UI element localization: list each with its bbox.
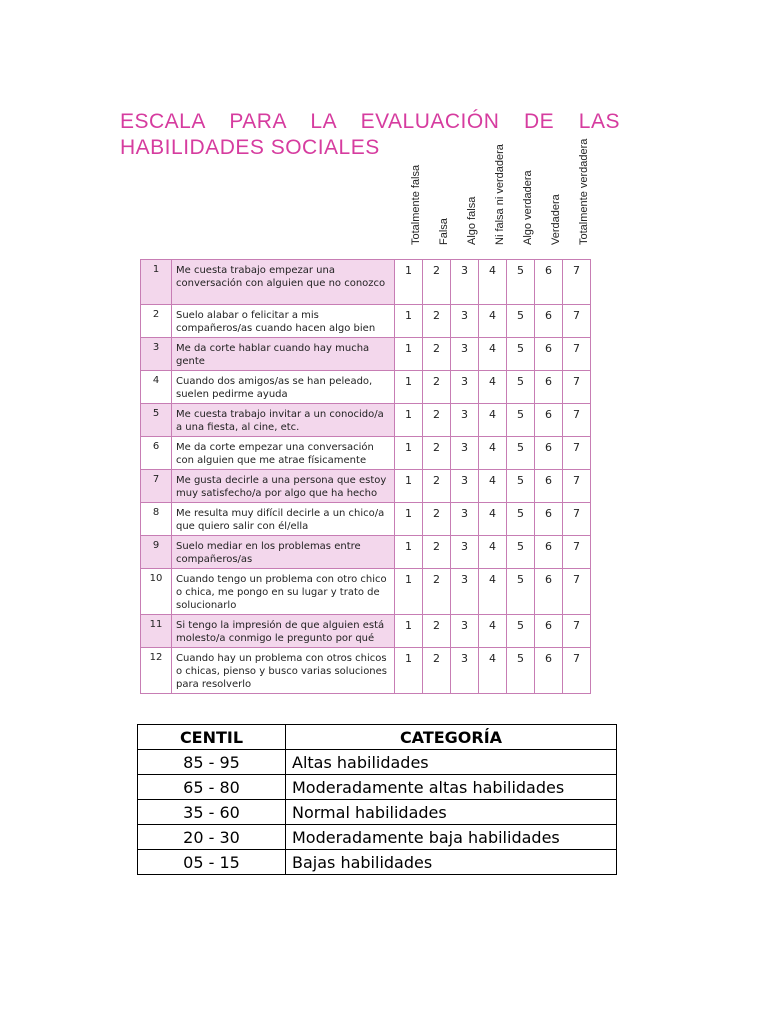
- scale-value: 5: [507, 536, 535, 569]
- scale-value: 7: [563, 437, 591, 470]
- scale-value: 4: [479, 305, 507, 338]
- scale-value: 1: [395, 404, 423, 437]
- scale-value: 2: [423, 404, 451, 437]
- scale-value: 3: [451, 338, 479, 371]
- scale-value: 4: [479, 470, 507, 503]
- item-text: Me cuesta trabajo invitar a un conocido/a a una fiesta, al cine, etc.: [172, 404, 395, 437]
- scale-value: 5: [507, 371, 535, 404]
- scale-value: 7: [563, 503, 591, 536]
- scale-header: Algo verdadera: [522, 170, 534, 245]
- item-number: 4: [141, 371, 172, 404]
- scale-value: 2: [423, 503, 451, 536]
- scale-value: 1: [395, 536, 423, 569]
- scale-value: 2: [423, 371, 451, 404]
- table-row: [141, 404, 591, 437]
- scale-value: 1: [395, 470, 423, 503]
- scale-value: 7: [563, 338, 591, 371]
- item-number: 12: [141, 648, 172, 694]
- item-text: Suelo alabar o felicitar a mis compañeros/as cuando hacen algo bien: [172, 305, 395, 338]
- scale-value: 4: [479, 338, 507, 371]
- page-subtitle: HABILIDADES SOCIALES: [120, 136, 380, 159]
- categoria-cell: Bajas habilidades: [286, 850, 617, 875]
- scale-value: 6: [535, 470, 563, 503]
- table-row: [141, 371, 591, 404]
- centil-header: CENTIL: [138, 725, 286, 750]
- scale-value: 1: [395, 503, 423, 536]
- categoria-cell: Moderadamente altas habilidades: [286, 775, 617, 800]
- scale-value: 3: [451, 615, 479, 648]
- scale-value: 5: [507, 615, 535, 648]
- scale-value: 4: [479, 569, 507, 615]
- scale-value: 5: [507, 404, 535, 437]
- scale-value: 2: [423, 260, 451, 305]
- item-text: Me gusta decirle a una persona que estoy muy satisfecho/a por algo que ha hecho: [172, 470, 395, 503]
- scale-header: Falsa: [438, 218, 450, 245]
- scale-value: 3: [451, 371, 479, 404]
- centil-cell: 35 - 60: [138, 800, 286, 825]
- scale-value: 5: [507, 260, 535, 305]
- scale-value: 1: [395, 260, 423, 305]
- scale-value: 4: [479, 536, 507, 569]
- table-row: [141, 305, 591, 338]
- scale-value: 1: [395, 437, 423, 470]
- scale-value: 5: [507, 338, 535, 371]
- item-number: 6: [141, 437, 172, 470]
- scale-value: 7: [563, 648, 591, 694]
- scale-value: 7: [563, 569, 591, 615]
- item-text: Me resulta muy difícil decirle a un chico/a que quiero salir con él/ella: [172, 503, 395, 536]
- scale-value: 2: [423, 536, 451, 569]
- items-table: [140, 259, 591, 694]
- item-number: 10: [141, 569, 172, 615]
- table-row: [138, 775, 617, 800]
- scale-value: 6: [535, 536, 563, 569]
- item-text: Si tengo la impresión de que alguien está molesto/a conmigo le pregunto por qué: [172, 615, 395, 648]
- centil-cell: 05 - 15: [138, 850, 286, 875]
- scale-value: 5: [507, 648, 535, 694]
- scale-value: 1: [395, 648, 423, 694]
- scale-value: 3: [451, 648, 479, 694]
- scale-value: 4: [479, 503, 507, 536]
- table-row: [141, 615, 591, 648]
- item-number: 3: [141, 338, 172, 371]
- table-row: [141, 470, 591, 503]
- scale-value: 2: [423, 338, 451, 371]
- scale-value: 4: [479, 260, 507, 305]
- scale-value: 5: [507, 437, 535, 470]
- scale-header: Verdadera: [550, 194, 562, 245]
- item-number: 2: [141, 305, 172, 338]
- item-number: 5: [141, 404, 172, 437]
- scale-value: 1: [395, 305, 423, 338]
- scale-value: 6: [535, 338, 563, 371]
- scale-header: Totalmente falsa: [410, 164, 422, 245]
- item-text: Cuando tengo un problema con otro chico o chica, me pongo en su lugar y trato de solucionarlo: [172, 569, 395, 615]
- scale-value: 5: [507, 503, 535, 536]
- scale-value: 4: [479, 371, 507, 404]
- item-text: Me cuesta trabajo empezar una conversación con alguien que no conozco: [172, 260, 395, 305]
- scale-headers: [397, 138, 592, 256]
- scale-value: 6: [535, 305, 563, 338]
- scale-value: 5: [507, 305, 535, 338]
- scale-value: 3: [451, 470, 479, 503]
- scale-value: 7: [563, 305, 591, 338]
- scale-value: 7: [563, 470, 591, 503]
- scale-value: 7: [563, 260, 591, 305]
- centil-cell: 20 - 30: [138, 825, 286, 850]
- table-row: [141, 338, 591, 371]
- scale-value: 2: [423, 648, 451, 694]
- table-row: [138, 750, 617, 775]
- item-number: 11: [141, 615, 172, 648]
- scale-value: 1: [395, 371, 423, 404]
- scale-value: 4: [479, 404, 507, 437]
- scale-value: 7: [563, 404, 591, 437]
- scale-value: 3: [451, 536, 479, 569]
- table-row: [141, 437, 591, 470]
- scale-value: 1: [395, 569, 423, 615]
- table-row: [141, 648, 591, 694]
- table-row: [138, 825, 617, 850]
- item-number: 7: [141, 470, 172, 503]
- scale-value: 6: [535, 569, 563, 615]
- scale-value: 6: [535, 437, 563, 470]
- centil-cell: 85 - 95: [138, 750, 286, 775]
- scale-value: 4: [479, 648, 507, 694]
- scale-header: Ni falsa ni verdadera: [494, 144, 506, 245]
- centil-cell: 65 - 80: [138, 775, 286, 800]
- categoria-cell: Moderadamente baja habilidades: [286, 825, 617, 850]
- scale-value: 1: [395, 338, 423, 371]
- table-row: [138, 850, 617, 875]
- item-text: Me da corte hablar cuando hay mucha gente: [172, 338, 395, 371]
- scale-value: 6: [535, 615, 563, 648]
- page-title: ESCALA PARA LA EVALUACIÓN DE LAS: [120, 110, 620, 133]
- scale-value: 3: [451, 569, 479, 615]
- category-table: [137, 724, 617, 875]
- scale-value: 2: [423, 437, 451, 470]
- scale-value: 1: [395, 615, 423, 648]
- scale-value: 7: [563, 615, 591, 648]
- scale-value: 2: [423, 305, 451, 338]
- scale-value: 7: [563, 371, 591, 404]
- scale-value: 6: [535, 503, 563, 536]
- scale-value: 3: [451, 305, 479, 338]
- table-row: [141, 569, 591, 615]
- item-number: 1: [141, 260, 172, 305]
- scale-value: 5: [507, 470, 535, 503]
- scale-value: 4: [479, 615, 507, 648]
- item-text: Cuando dos amigos/as se han peleado, suelen pedirme ayuda: [172, 371, 395, 404]
- scale-value: 2: [423, 470, 451, 503]
- scale-header: Totalmente verdadera: [578, 138, 590, 245]
- category-header-row: [138, 725, 617, 750]
- scale-value: 3: [451, 437, 479, 470]
- scale-value: 2: [423, 615, 451, 648]
- table-row: [138, 800, 617, 825]
- scale-value: 2: [423, 569, 451, 615]
- table-row: [141, 260, 591, 305]
- item-number: 9: [141, 536, 172, 569]
- scale-value: 6: [535, 404, 563, 437]
- scale-value: 6: [535, 371, 563, 404]
- table-row: [141, 503, 591, 536]
- item-text: Cuando hay un problema con otros chicos o chicas, pienso y busco varias soluciones para resolverlo: [172, 648, 395, 694]
- table-row: [141, 536, 591, 569]
- scale-value: 3: [451, 260, 479, 305]
- scale-value: 6: [535, 648, 563, 694]
- scale-value: 4: [479, 437, 507, 470]
- scale-value: 7: [563, 536, 591, 569]
- item-text: Me da corte empezar una conversación con alguien que me atrae físicamente: [172, 437, 395, 470]
- item-number: 8: [141, 503, 172, 536]
- item-text: Suelo mediar en los problemas entre compañeros/as: [172, 536, 395, 569]
- categoria-cell: Altas habilidades: [286, 750, 617, 775]
- scale-value: 5: [507, 569, 535, 615]
- categoria-cell: Normal habilidades: [286, 800, 617, 825]
- scale-value: 6: [535, 260, 563, 305]
- categoria-header: CATEGORÍA: [286, 725, 617, 750]
- scale-value: 3: [451, 404, 479, 437]
- scale-header: Algo falsa: [466, 196, 478, 245]
- scale-value: 3: [451, 503, 479, 536]
